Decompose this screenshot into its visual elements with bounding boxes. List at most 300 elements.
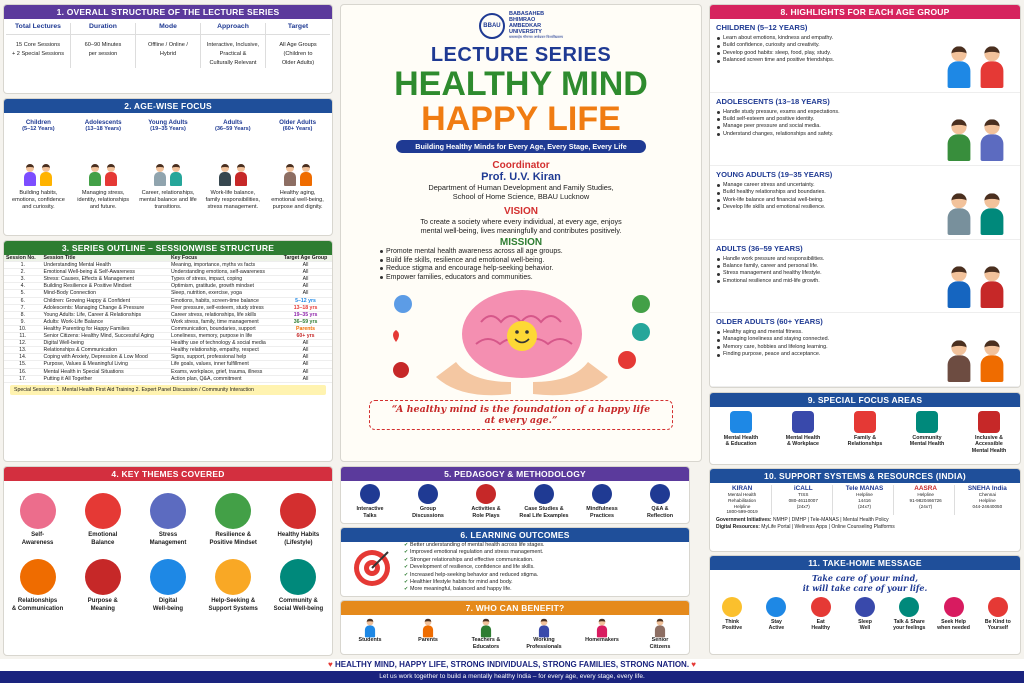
table-row	[4, 304, 332, 311]
age-group-illustration	[136, 136, 201, 186]
highlight-item: Build healthy relationships and boundaries.	[716, 189, 936, 196]
table-header: Session Title	[42, 255, 169, 262]
highlight-item: Manage career stress and uncertainty.	[716, 182, 936, 189]
beneficiary-item	[458, 617, 514, 650]
helpline-item	[775, 485, 833, 515]
tagline-banner: Building Healthy Minds for Every Age, Every Stage, Every Life	[396, 140, 646, 153]
brain-icon	[20, 493, 56, 529]
focus-area-item	[774, 411, 832, 454]
table-cell: All	[279, 283, 332, 290]
table-cell: 11.	[4, 333, 42, 340]
highlight-group-name: ADOLESCENTS	[716, 96, 774, 106]
helpline-item	[714, 485, 772, 515]
table-cell: Digital Well-being	[42, 340, 169, 347]
footer-tagline: Let us work together to build a mentally healthy India – for every age, every stage, every life.	[379, 673, 645, 680]
structure-column-value: 60–90 Minutes per session	[84, 42, 122, 57]
table-cell: 10.	[4, 325, 42, 332]
table-cell: 3.	[4, 276, 42, 283]
university-seal-icon: BBAU	[479, 13, 505, 39]
person-icon	[104, 164, 118, 186]
table-cell: Healthy use of technology & social media	[169, 340, 279, 347]
pedagogy-item	[632, 484, 688, 519]
mission-item: Build life skills, resilience and emotional well-being.	[379, 257, 701, 266]
book-icon	[730, 411, 752, 433]
person-icon	[23, 164, 37, 186]
take-home-item	[933, 597, 975, 632]
theme-item	[267, 553, 330, 613]
structure-column	[136, 23, 201, 68]
beneficiary-label: Students	[358, 637, 382, 643]
pedagogy-item	[342, 484, 398, 519]
highlight-illustration	[936, 170, 1014, 235]
table-cell: Children: Growing Happy & Confident	[42, 297, 169, 304]
coordinator-name: Prof. U.V. Kiran	[481, 171, 561, 183]
target-icon	[85, 559, 121, 595]
beneficiary-item	[632, 617, 688, 650]
take-home-label: Think Positive	[722, 619, 743, 632]
table-row	[4, 340, 332, 347]
structure-column-value: 15 Core Sessions + 2 Special Sessions	[11, 42, 65, 57]
pedagogy-label: Activities & Role Plays	[471, 506, 501, 519]
table-cell: Life goals, values, inner fulfillment	[169, 361, 279, 368]
person-icon	[39, 164, 53, 186]
theme-item	[136, 487, 199, 547]
beneficiary-label: Teachers & Educators	[471, 637, 501, 650]
beneficiary-label: Parents	[418, 637, 438, 643]
age-group-name: Adults	[223, 119, 243, 126]
table-cell: Exams, workplace, grief, trauma, illness	[169, 368, 279, 375]
table-cell: Work stress, family, time management	[169, 318, 279, 325]
table-row	[4, 375, 332, 382]
beneficiary-label: Senior Citizens	[649, 637, 671, 650]
highlight-group-age: (13–18 YEARS)	[775, 96, 830, 106]
homemaker-icon	[574, 617, 630, 637]
table-cell: Purpose, Values & Meaningful Living	[42, 361, 169, 368]
table-cell: Communication, boundaries, support	[169, 325, 279, 332]
table-cell: All	[279, 375, 332, 382]
parents-icon	[400, 617, 456, 637]
theme-label: Healthy Habits (Lifestyle)	[277, 532, 320, 546]
pedagogy-item	[516, 484, 572, 519]
highlight-text	[716, 23, 936, 88]
table-cell: Career stress, relationships, life skills	[169, 311, 279, 318]
table-cell: 16.	[4, 368, 42, 375]
take-home-item	[977, 597, 1019, 632]
meditation-icon	[150, 493, 186, 529]
structure-column-value: Offline / Online / Hybrid	[147, 42, 188, 57]
beneficiary-item	[400, 617, 456, 650]
age-group-name: Young Adults	[148, 119, 188, 126]
highlight-group	[710, 93, 1020, 167]
series-outline-title: 3. SERIES OUTLINE – SESSIONWISE STRUCTURE	[4, 241, 332, 255]
highlight-group	[710, 240, 1020, 314]
age-wise-focus-card	[3, 98, 333, 236]
structure-column	[201, 23, 266, 68]
age-group-name: Adolescents	[84, 119, 122, 126]
table-cell: 36–59 yrs	[279, 318, 332, 325]
handshake-icon	[215, 559, 251, 595]
age-group-column	[136, 115, 201, 211]
table-header: Target Age Group	[279, 255, 332, 262]
age-group-name: Older Adults	[279, 119, 317, 126]
table-cell: Relationships & Communication	[42, 347, 169, 354]
helpline-details: Chennai Helpline 044-24640050	[972, 492, 1003, 509]
structure-column-heading: Duration	[71, 23, 135, 35]
beneficiary-label: Working Professionals	[526, 637, 562, 650]
apple-icon	[280, 493, 316, 529]
learning-outcomes-card	[340, 527, 690, 597]
special-focus-row	[710, 407, 1020, 454]
beneficiary-item	[574, 617, 630, 650]
mission-item: Reduce stigma and encourage help-seeking behavior.	[379, 265, 701, 274]
series-label: LECTURE SERIES	[430, 44, 612, 66]
overall-structure-grid	[4, 19, 332, 72]
table-row	[4, 311, 332, 318]
highlight-illustration	[936, 23, 1014, 88]
pedagogy-label: Case Studies & Real Life Examples	[519, 506, 569, 519]
take-home-label: Stay Active	[768, 619, 785, 632]
focus-area-item	[836, 411, 894, 454]
pedagogy-title: 5. PEDAGOGY & METHODOLOGY	[341, 467, 689, 481]
senior-icon	[632, 617, 688, 637]
highlight-item: Managing loneliness and staying connected.	[716, 336, 936, 343]
focus-area-item	[898, 411, 956, 454]
person-icon	[978, 266, 1005, 308]
focus-area-item	[960, 411, 1018, 454]
table-cell: Action plan, Q&A, commitment	[169, 375, 279, 382]
question-icon	[650, 484, 670, 504]
table-row	[4, 333, 332, 340]
table-cell: Understanding Mental Health	[42, 262, 169, 269]
highlight-text	[716, 170, 936, 235]
key-themes-title: 4. KEY THEMES COVERED	[4, 467, 332, 481]
support-systems-title: 10. SUPPORT SYSTEMS & RESOURCES (INDIA)	[710, 469, 1020, 483]
table-header: Key Focus	[169, 255, 279, 262]
highlight-heading	[716, 244, 936, 253]
theme-item	[136, 553, 199, 613]
table-cell: Senior Citizens: Healthy Mind, Successful Aging	[42, 333, 169, 340]
moon-icon	[855, 597, 875, 617]
table-cell: 6.	[4, 297, 42, 304]
person-icon	[218, 164, 232, 186]
table-cell: Stress: Causes, Effects & Management	[42, 276, 169, 283]
table-cell: All	[279, 354, 332, 361]
who-can-benefit-title: 7. WHO CAN BENEFIT?	[341, 601, 689, 615]
microphone-icon	[360, 484, 380, 504]
pedagogy-card	[340, 466, 690, 524]
digital-resources	[710, 524, 1020, 531]
group-icon	[418, 484, 438, 504]
key-themes-card	[3, 466, 333, 656]
clipboard-icon	[534, 484, 554, 504]
person-icon	[169, 164, 183, 186]
theatre-masks-icon	[476, 484, 496, 504]
focus-area-item	[712, 411, 770, 454]
table-cell: Sleep, nutrition, exercise, yoga	[169, 290, 279, 297]
mission-list	[379, 248, 701, 282]
community-icon	[916, 411, 938, 433]
highlight-items	[716, 35, 936, 65]
heart-icon: ♥	[327, 660, 335, 669]
brain-illustration	[341, 282, 701, 400]
person-icon	[978, 340, 1005, 382]
learning-outcomes-title: 6. LEARNING OUTCOMES	[341, 528, 689, 542]
structure-column-value: All Age Groups (Children to Older Adults)	[279, 42, 317, 66]
table-cell: Putting it All Together	[42, 375, 169, 382]
vision-label: VISION	[504, 206, 538, 217]
workplace-icon	[792, 411, 814, 433]
coordinator-label: Coordinator	[492, 160, 550, 171]
focus-area-label: Mental Health & Education	[723, 435, 759, 448]
table-cell: Optimism, gratitude, growth mindset	[169, 283, 279, 290]
age-group-range: (60+ Years)	[282, 126, 313, 132]
table-cell: 2.	[4, 269, 42, 276]
take-home-item	[888, 597, 930, 632]
center-panel	[340, 4, 702, 462]
helpline-name: SNEHA India	[967, 485, 1007, 492]
table-cell: Emotions, habits, screen-time balance	[169, 297, 279, 304]
table-cell: Healthy relationship, empathy, respect	[169, 347, 279, 354]
highlight-item: Handle study pressure, exams and expectations.	[716, 109, 936, 116]
structure-column-heading: Total Lectures	[6, 23, 70, 35]
person-icon	[299, 164, 313, 186]
highlight-heading	[716, 170, 936, 179]
highlight-item: Develop life skills and emotional resilience.	[716, 204, 936, 211]
highlight-item: Work-life balance and financial well-being.	[716, 197, 936, 204]
professional-icon	[516, 617, 572, 637]
helpline-details: Helpline 14416 (24x7)	[856, 492, 873, 509]
talk-icon	[899, 597, 919, 617]
table-cell: Mind-Body Connection	[42, 290, 169, 297]
beneficiary-item	[342, 617, 398, 650]
accessible-home-icon	[978, 411, 1000, 433]
pedagogy-row	[341, 481, 689, 519]
take-home-row	[710, 593, 1020, 632]
helpline-details: Helpline 91-9820466726 (24x7)	[909, 492, 942, 509]
family-icon	[854, 411, 876, 433]
digital-label: Digital Resources:	[716, 524, 760, 531]
theme-item	[267, 487, 330, 547]
highlight-illustration	[936, 244, 1014, 309]
table-cell: 19–35 yrs	[279, 311, 332, 318]
special-focus-card	[709, 392, 1021, 465]
table-row	[4, 269, 332, 276]
person-icon	[945, 119, 972, 161]
age-group-description: Managing stress, identity, relationships and future.	[77, 190, 130, 210]
highlight-item: Healthy aging and mental fitness.	[716, 329, 936, 336]
helpline-item	[897, 485, 955, 515]
highlight-heading	[716, 23, 936, 32]
highlight-group-name: OLDER ADULTS	[716, 317, 775, 326]
person-icon	[978, 119, 1005, 161]
pedagogy-item	[458, 484, 514, 519]
age-group-column	[6, 115, 71, 211]
take-home-item	[844, 597, 886, 632]
table-row	[4, 283, 332, 290]
table-header: Session No.	[4, 255, 42, 262]
focus-area-label: Community Mental Health	[909, 435, 945, 448]
table-cell: Mental Health in Special Situations	[42, 368, 169, 375]
theme-label: Community & Social Well-being	[273, 598, 324, 612]
highlights-card	[709, 4, 1021, 388]
table-cell: All	[279, 368, 332, 375]
overall-structure-title: 1. OVERALL STRUCTURE OF THE LECTURE SERIES	[4, 5, 332, 19]
highlight-illustration	[936, 97, 1014, 162]
table-cell: Young Adults: Life, Career & Relationships	[42, 311, 169, 318]
take-home-label: Sleep Well	[858, 619, 872, 632]
helpline-name: iCALL	[793, 485, 813, 492]
age-wise-focus-title: 2. AGE-WISE FOCUS	[4, 99, 332, 113]
person-icon	[978, 46, 1005, 88]
highlight-item: Balance family, career and personal life.	[716, 263, 936, 270]
age-group-illustration	[200, 136, 265, 186]
table-cell: 5.	[4, 290, 42, 297]
table-row	[4, 262, 332, 269]
table-cell: Meaning, importance, myths vs facts	[169, 262, 279, 269]
person-icon	[945, 46, 972, 88]
take-home-label: Be Kind to Yourself	[984, 619, 1011, 632]
table-cell: 9.	[4, 318, 42, 325]
table-row	[4, 361, 332, 368]
highlight-item: Memory care, hobbies and lifelong learning.	[716, 344, 936, 351]
age-group-description: Building habits, emotions, confidence and curiosity.	[11, 190, 65, 210]
meditation-icon	[592, 484, 612, 504]
highlight-heading	[716, 317, 936, 326]
table-cell: Adults: Work-Life Balance	[42, 318, 169, 325]
beneficiary-item	[516, 617, 572, 650]
table-cell: Emotional Well-being & Self-Awareness	[42, 269, 169, 276]
table-row	[4, 347, 332, 354]
take-home-title: 11. TAKE-HOME MESSAGE	[710, 556, 1020, 570]
age-group-column	[71, 115, 136, 211]
learning-outcome-item: ✔ Increased help-seeking behavior and reduced stigma.	[403, 572, 545, 579]
person-icon	[945, 340, 972, 382]
table-cell: 17.	[4, 375, 42, 382]
pedagogy-label: Q&A & Reflection	[646, 506, 674, 519]
who-can-benefit-card	[340, 600, 690, 655]
table-cell: 1.	[4, 262, 42, 269]
highlight-item: Build self-esteem and positive identity.	[716, 116, 936, 123]
helpline-name: AASRA	[914, 485, 938, 492]
highlight-item: Develop good habits: sleep, food, play, study.	[716, 50, 936, 57]
pedagogy-item	[400, 484, 456, 519]
helpline-row	[710, 483, 1020, 517]
theme-item	[202, 487, 265, 547]
highlights-title: 8. HIGHLIGHTS FOR EACH AGE GROUP	[710, 5, 1020, 19]
age-group-illustration	[71, 136, 136, 186]
table-cell: Coping with Anxiety, Depression & Low Mood	[42, 354, 169, 361]
table-cell: All	[279, 361, 332, 368]
mission-item: Empower families, educators and communities.	[379, 274, 701, 283]
table-cell: Building Resilience & Positive Mindset	[42, 283, 169, 290]
table-row	[4, 325, 332, 332]
government-initiatives	[710, 517, 1020, 524]
teacher-icon	[458, 617, 514, 637]
highlight-item: Manage peer pressure and social media.	[716, 123, 936, 130]
take-home-message: Take care of your mind, it will take care of your life.	[802, 573, 928, 593]
table-cell: 60+ yrs	[279, 333, 332, 340]
age-group-range: (19–35 Years)	[150, 126, 186, 132]
learning-outcome-item: ✔ Healthier lifestyle habits for mind and body.	[403, 579, 545, 586]
phone-icon	[150, 559, 186, 595]
age-group-column	[200, 115, 265, 211]
table-row	[4, 276, 332, 283]
table-cell: Peer pressure, self-esteem, study stress	[169, 304, 279, 311]
person-icon	[978, 193, 1005, 235]
structure-column-heading: Approach	[201, 23, 265, 35]
highlight-item: Build confidence, curiosity and creativity.	[716, 42, 936, 49]
learning-outcome-item: ✔ Development of resilience, confidence and life skills.	[403, 564, 545, 571]
key-themes-grid	[4, 481, 332, 619]
highlight-items	[716, 182, 936, 212]
table-cell: 7.	[4, 304, 42, 311]
target-icon	[341, 548, 403, 588]
highlight-group	[710, 313, 1020, 387]
mission-label: MISSION	[499, 237, 543, 248]
table-cell: 12.	[4, 340, 42, 347]
helpline-details: TISS 080-46110007 (24x7)	[788, 492, 818, 509]
people-talk-icon	[20, 559, 56, 595]
footer-slogan	[0, 659, 1024, 671]
table-cell: 5–12 yrs	[279, 297, 332, 304]
highlight-text	[716, 244, 936, 309]
highlight-items	[716, 109, 936, 139]
highlight-items	[716, 256, 936, 286]
heart-hands-icon	[944, 597, 964, 617]
person-icon	[88, 164, 102, 186]
helpline-name: KIRAN	[731, 485, 753, 492]
support-systems-card	[709, 468, 1021, 552]
age-group-range: (36–59 Years)	[214, 126, 251, 132]
learning-outcomes-list	[403, 542, 545, 594]
age-group-description: Work-life balance, family responsibilities, stress management.	[205, 190, 260, 210]
take-home-item	[755, 597, 797, 632]
heart-icon	[85, 493, 121, 529]
highlight-group	[710, 166, 1020, 240]
highlight-heading	[716, 97, 936, 106]
learning-outcome-item: ✔ Stronger relationships and effective communication.	[403, 557, 545, 564]
take-home-label: Eat Healthy	[811, 619, 831, 632]
university-logo-block	[341, 11, 701, 40]
highlights-list	[710, 19, 1020, 387]
helpline-name: Tele MANAS	[845, 485, 884, 492]
theme-label: Emotional Balance	[88, 532, 118, 546]
table-cell: 4.	[4, 283, 42, 290]
brain-hands-illustration	[341, 282, 702, 400]
structure-column	[6, 23, 71, 68]
take-home-item	[800, 597, 842, 632]
highlight-items	[716, 329, 936, 359]
person-icon	[945, 266, 972, 308]
highlight-group-name: YOUNG ADULTS	[716, 170, 776, 179]
theme-label: Help-Seeking & Support Systems	[208, 598, 258, 612]
theme-item	[71, 487, 134, 547]
age-group-range: (13–18 Years)	[85, 126, 122, 132]
theme-item	[71, 553, 134, 613]
age-group-description: Career, relationships, mental balance and life transitions.	[139, 190, 197, 210]
helpline-item	[836, 485, 894, 515]
theme-label: Digital Well-being	[152, 598, 184, 612]
learning-outcome-item: ✔ Improved emotional regulation and stress management.	[403, 549, 545, 556]
title-healthy-mind: HEALTHY MIND	[394, 65, 648, 103]
table-cell: 14.	[4, 354, 42, 361]
table-cell: Loneliness, memory, purpose in life	[169, 333, 279, 340]
heart-icon	[988, 597, 1008, 617]
title-happy-life: HAPPY LIFE	[421, 100, 621, 138]
table-cell: Types of stress, impact, coping	[169, 276, 279, 283]
highlight-item: Stress management and healthy lifestyle.	[716, 270, 936, 277]
student-icon	[342, 617, 398, 637]
